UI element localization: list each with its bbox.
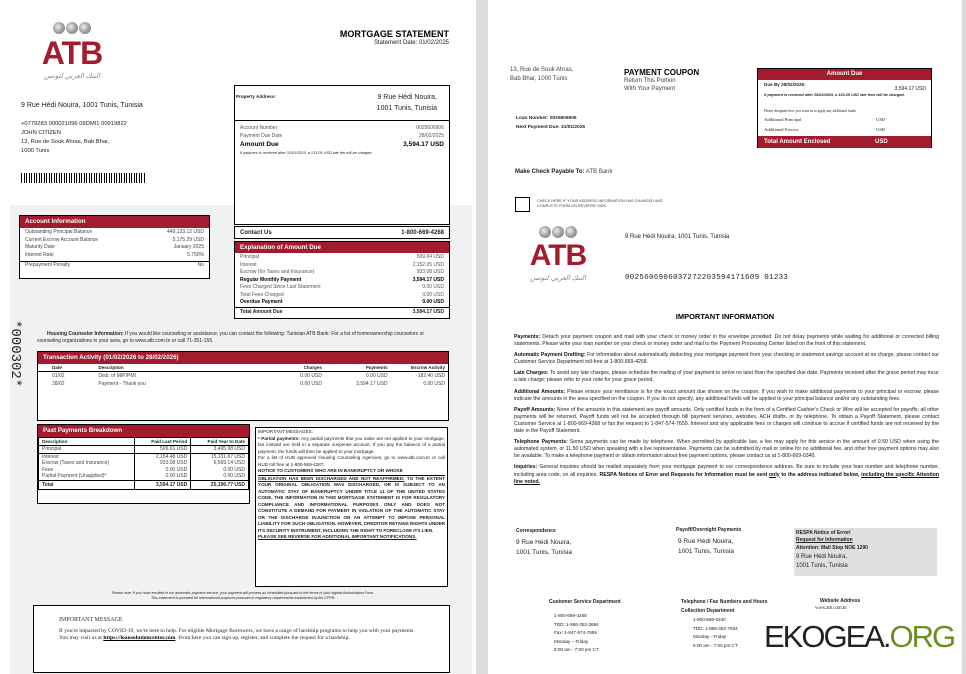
explanation-row: Fees Charged Since Last Statement 0.00 USD <box>240 284 444 290</box>
account-info-row: Interest Rate 5.750% <box>25 251 204 258</box>
payoff-address: Payoff/Overnight Payments 9 Rue Hédi Nouira, 1001 Tunis, Tunisia <box>676 527 742 555</box>
info-paragraph: Late Charges: To avoid any late charges, please schedule the mailing of your payment to arrive no later than the specified due date. Payments received after the grace period may incur a late charge; please refer to your note for your grace period. <box>514 370 939 384</box>
account-info-row: Outstanding Principal Balance 449,123.12 USD <box>25 229 204 235</box>
transaction-row: 01/02 Disb. of MIP/PMI 0.00 USD 0.00 USD -182.40 USD <box>52 373 445 379</box>
explanation-row: Interest 2,152.05 USD <box>240 261 444 268</box>
loan-solution-link[interactable]: https://loansolutioncenter.com <box>103 635 176 641</box>
statement-title: MORTGAGE STATEMENT <box>339 29 449 39</box>
transaction-activity: Transaction Activity (01/02/2026 to 28/02/2026) Date Description Charges Payments Escrow Activity 01/02 Disb. of MIP/PMI 0.00 USD 0.00 USD -182.40 USD 28/02 Payment - Thank you 0.00 USD 3,594.17 USD 0.00 USD <box>37 351 449 421</box>
property-summary-box: Property Address: 9 Rue Hédi Nouira, 1001 Tunis, Tunisia Account Number 0025606906 Payment Due Date 28/02/2025 Amount Due 3,594.17 USD If payment is received after 31/01/2025, a 133.05 USD late fee will be charged. <box>234 85 450 225</box>
info-paragraph: Payoff Amounts: None of the amounts in this statement are payoff amounts. Only certified funds in the form of a Certified Cashier's Check or Wire will be accepted for payoffs; all other payments will be returned. Payoff funds will not be accepted through bill payment services, websites, ACH drafts, or by telephone. To obtain a Payoff Statement, please contact Customer Service at 1-800-669-4268 or fax the request to 1-847-574-7659. Interest and any applicable fees or charges will continue to accrue if certified funds are not received by the date in the Payoff Statement. <box>514 406 939 435</box>
correspondence-address: Correspondence 9 Rue Hédi Nouira, 1001 Tunis, Tunisia <box>516 528 573 556</box>
account-information: Account Information Outstanding Principal Balance 449,123.12 USD Current Escrow Account Balance 5,175.29 USD Maturity Date January 2025 Interest Rate 5.750% Prepayment Penalty No <box>19 215 210 279</box>
bank-address-2: 9 Rue Hédi Nouira, 1001 Tunis, Tunisia <box>625 234 730 240</box>
explanation-row: Principal 509.04 USD <box>240 254 444 260</box>
past-payments-row: Principal 506.61 USD 3,495.98 USD <box>39 446 249 454</box>
important-messages: IMPORTANT MESSAGES: * Partial payments: Any partial payments that you make are not applied to your mortgage, but instead are held in a separate suspense account. If you pay the balance of a partial payment, the funds will then be applied to your mortgage. For a list of HUD approved Housing Counseling Agencies, go to www.atb.com.tn or call HUD toll free at 1-800-569-4287. NOTICE TO CUSTOMERS WHO ARE IN BANKRUPTCY OR WHOSE OBLIGATION HAS BEEN DISCHARGED AND NOT REAFFIRMED: TO THE EXTENT YOUR ORIGINAL OBLIGATION WAS DISCHARGED, OR IS SUBJECT TO AN AUTOMATIC STAY OF BANKRUPTCY UNDER TITLE 11 OF THE UNITED STATES CODE, THE INFORMATION IN THIS MORTGAGE STATEMENT IS FOR REGULATORY COMPLIANCE AND INFORMATIONAL PURPOSES ONLY AND DOES NOT CONSTITUTE A DEMAND FOR PAYMENT IN VIOLATION OF THE AUTOMATIC STAY OR THE DISCHARGE INJUNCTION OR AN ATTEMPT TO IMPOSE PERSONAL LIABILITY FOR SUCH OBLIGATION. HOWEVER, CREDITOR RETAINS RIGHTS UNDER ITS SECURITY INSTRUMENT, INCLUDING THE RIGHT TO FORECLOSE ITS LIEN. PLEASE SEE REVERSE FOR ADDITIONAL IMPORTANT NOTIFICATIONS. <box>255 427 448 587</box>
coupon-heading: PAYMENT COUPON Return This Portion With Your Payment <box>624 68 700 92</box>
cs-line: Fax: 1-847-574-7659 <box>554 630 597 635</box>
ekogea-watermark: EKOGEA.ORG <box>764 619 955 654</box>
coupon-amount-due: Amount Due Due By 28/02/2025: 3,594.17 USD If payment is received after 28/02/2025, a 133.05 USD late fees will be charged. Please designate how you want us to apply any additional funds. Additional Principal USD Additional Escrow USD Total Amount Enclosed USD <box>757 68 932 148</box>
cs-line: 1-800-669-4268 <box>554 613 587 618</box>
customer-service-dept: Customer Service Department 1-800-669-4268 TDD: 1-866-352-3684 Fax: 1-847-574-7659 Monday – Friday 8:00 am - 7:00 pm CT <box>549 598 621 655</box>
address-change-label: CHECK HERE IF YOUR ADDRESS INFORMATION HAS CHANGED AND COMPLETE FORM ON REVERSE SIDE. <box>537 199 663 208</box>
past-payments-header: Description Paid Last Period Paid Year to Date <box>39 438 249 446</box>
loan-info: Loan Number: 0025606906 Next Payment Due: 31/01/2025 <box>516 116 586 130</box>
collection-dept: Telephone / Fax Numbers and Hours Collection Department 1-800-669-0340 TDD: 1-866-352-7564 Monday - Friday 8:00 am - 7:00 pm CT <box>681 598 768 650</box>
past-payments-total: Total 3,594.17 USD 25,196.77 USD <box>39 480 249 489</box>
postal-barcode <box>21 173 146 183</box>
atb-logo-2: ATB البنك العربي لتونس <box>518 226 598 283</box>
cs-line: 8:00 am - 7:00 pm CT <box>554 647 599 652</box>
website-address: Website Address www.atb.com.tn <box>815 598 861 611</box>
past-payments-row: Partial Payment (Unapplied)* 0.00 USD 0.00 USD <box>39 473 249 480</box>
explanation-row: Escrow (for Taxes and Insurance) 933.08 USD <box>240 269 444 275</box>
please-note: Please note: If you have enrolled in our automatic payment service, your payment will process as scheduled pursuant to the terms of your signed Authorization Form. This statement is provided for informational purposes pursuant to regulatory requirements established by the CFPB. <box>111 591 375 600</box>
cs-line: Monday – Friday <box>554 638 589 644</box>
side-code: *000302* <box>7 320 23 388</box>
explanation-row: Regular Monthly Payment 3,594.17 USD <box>240 276 444 283</box>
important-information-body <box>514 334 939 490</box>
atb-logo: ATB البنك العربي لتونس <box>33 22 111 81</box>
make-check-payable: Make Check Payable To: ATB Bank <box>515 169 613 175</box>
collection-line: TDD: 1-866-352-7564 <box>693 625 738 631</box>
collection-line: Monday - Friday <box>693 634 727 639</box>
past-payments-row: Escrow (Taxes and Insurance) 933.08 USD 6,569.14 USD <box>39 460 249 467</box>
return-address: 13, Rue de Souk Ahras, Bab Bhar, 1000 Tunis <box>510 67 574 82</box>
explanation-row: Overdue Payment 0.00 USD <box>240 299 444 305</box>
transaction-header: Date Description Charges Payments Escrow Activity <box>38 364 448 372</box>
statement-page <box>0 0 476 674</box>
transaction-row: 28/02 Payment - Thank you 0.00 USD 3,594.17 USD 0.00 USD <box>52 381 445 387</box>
housing-counselor-info: Housing Counselor Information: If you would like counseling or assistance, you can contact the following: Tunisian ATB Bank: For a list of homeownership counselors or counseling organizations in your area, go to www.atb.com.tn or call 71-351-155. <box>37 331 425 344</box>
info-paragraph: Payments: Detach your payment coupon and mail with your check or money order in the envelope provided. Do not delay payments while waiting for additional or corrected billing statements. Please write your loan number on your check or money order and mail to the Payment Processing Center listed on the front of this statement. <box>514 334 939 348</box>
past-payments-row: Fees 0.00 USD 0.00 USD <box>39 467 249 474</box>
scanline: 0025606906037272203594171609 01233 <box>625 274 789 282</box>
statement-date: Statement Date: 01/02/2025 <box>373 40 449 46</box>
past-payments-breakdown: Past Payments Breakdown Description Paid Last Period Paid Year to Date Principal 506.61 USD 3,495.98 USD Interest 2,154.48 USD 15,131.67 USD Escrow (Taxes and Insurance) 933.08 USD 6,569.14 USD Fees 0.00 USD 0.00 USD Partial Payment (Unapplied)* 0.00 USD 0.00 USD Total 3,594.17 USD 25,196.77 USD <box>37 424 250 504</box>
explanation-of-amount-due: Explanation of Amount Due Principal 509.04 USD Interest 2,152.05 USD Escrow (for Taxes and Insurance) 933.08 USD Regular Monthly Payment 3,594.17 USD Fees Charged Since Last Statement 0.00 USD Total Fees Charged 0.00 USD Overdue Payment 0.00 USD Total Amount Due 3,594.17 USD <box>234 241 450 319</box>
amount-due: 3,594.17 USD <box>403 141 444 148</box>
inquiries-paragraph: Inquiries: General inquiries should be mailed separately from your mortgage payment to our correspondence address. Be sure to include your loan number and telephone number, including area code, on all inquiries. RESPA Notices of Error and Requests for Information must be sent only to the address indicated below, including the specific Attention line noted. <box>514 464 940 485</box>
account-info-row: Current Escrow Account Balance 5,175.29 USD <box>25 236 204 243</box>
mailing-address: +0779283 000021096 09DMI1 00919822 JOHN CITIZEN 13, Rue de Souk Ahras, Bab Bhar, 1000 Tunis <box>21 121 127 154</box>
cs-line: TDD: 1-866-352-3684 <box>554 621 599 627</box>
coupon-page <box>488 0 962 674</box>
total-amount-enclosed: Total Amount Enclosed USD <box>758 136 931 148</box>
account-info-row: Maturity Date January 2025 <box>25 244 204 250</box>
info-paragraph: Automatic Payment Drafting: For information about automatically deducting your mortgage payment from your checking or statement savings account at no charge, please contact our Customer Service Department toll-free at 1-800-669-4268. <box>514 352 939 366</box>
contact-us: Contact Us 1-800-669-4268 <box>234 226 450 239</box>
account-info-row: Prepayment Penalty No <box>20 261 209 270</box>
collection-line: 8:00 am - 7:00 pm CT <box>693 642 738 648</box>
past-payments-row: Interest 2,154.48 USD 15,131.67 USD <box>39 453 249 460</box>
respa-address: RESPA Notice of Error/ Request for Information Attention: Mail Stop NOE 1290 9 Rue Hédi Nouira, 1001 Tunis, Tunisia <box>794 528 937 576</box>
bank-address: 9 Rue Hédi Nouira, 1001 Tunis, Tunisia <box>21 102 143 109</box>
info-paragraph: Telephone Payments: Some payments can be made by telephone. When permitted by applicable law, a fee may apply for this service in the amount of 9.50 USD when using the automated system, or 11.50 USD when speaking with a live representative. Payments can be submitted by mail or online for no additional fee, and other free payment options may also be available. To make a telephone payment or obtain information about free payment options, please contact us at 1-800-669-0340. <box>514 439 939 460</box>
important-information-title: IMPORTANT INFORMATION <box>675 312 775 321</box>
explanation-row: Total Fees Charged 0.00 USD <box>240 291 444 298</box>
address-change-checkbox[interactable] <box>515 197 530 212</box>
info-paragraph: Additional Amounts: Please ensure your remittance is for the exact amount due shown on the coupon. If you wish to make additional payments to your principal or escrow, please indicate the amounts in the area specified on the coupon. If you do not specify, any additional funds will be applied to your principal balance and/or any outstanding fees. <box>514 388 940 402</box>
collection-line: 1-800-669-0340 <box>693 617 726 622</box>
important-message-box: IMPORTANT MESSAGE If you're impacted by COVID-19, we're here to help. For eligible Mortgage Borrowers, we have a range of hardship programs to help you with your payments. You may visit us at https://loansolutioncenter.com. From here you can sign up, register, and complete the request for a hardship. <box>33 605 450 673</box>
